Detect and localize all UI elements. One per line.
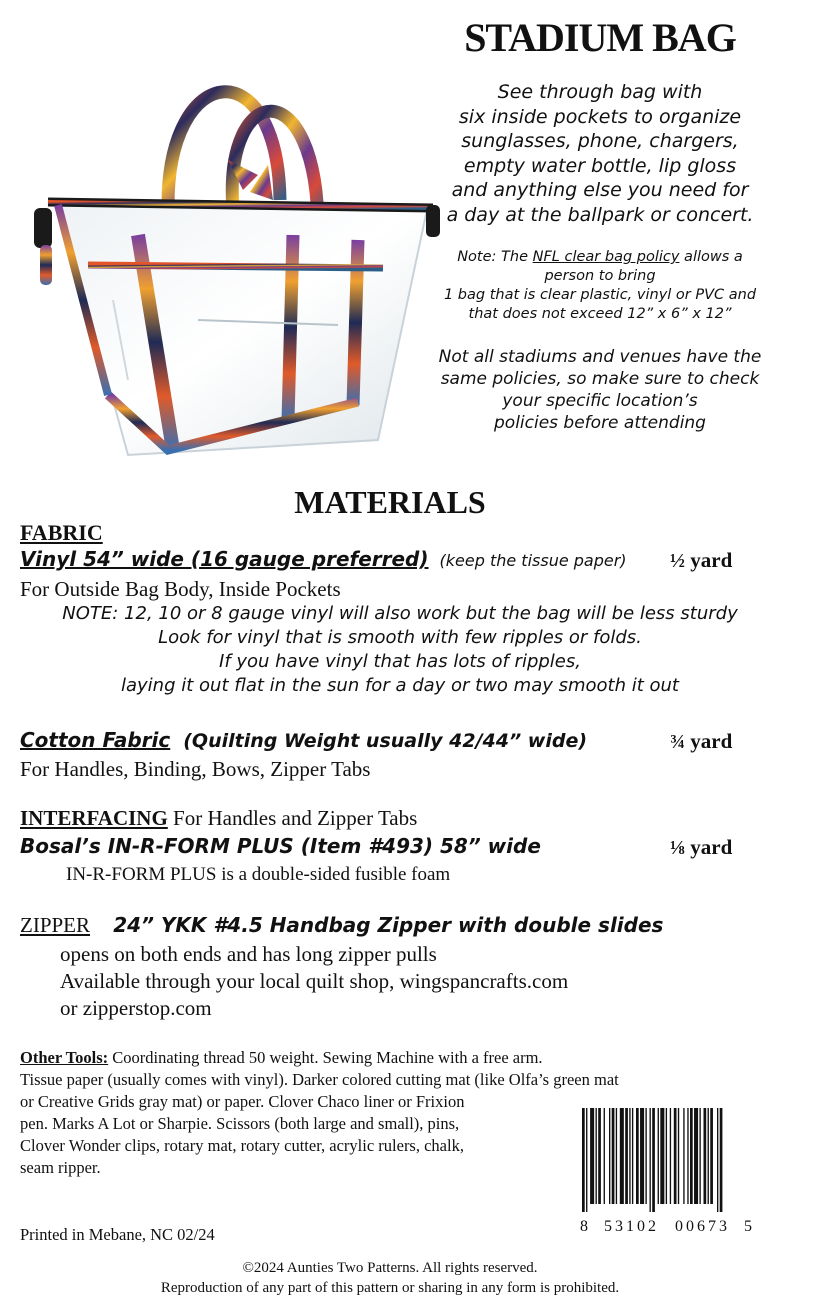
vinyl-aside: (keep the tissue paper): [439, 551, 627, 570]
interfacing-use: For Handles and Zipper Tabs: [167, 806, 418, 830]
other-tools-line: Coordinating thread 50 weight. Sewing Machine with a free arm.: [108, 1048, 543, 1067]
vinyl-name: Vinyl 54” wide (16 gauge preferred): [20, 547, 429, 571]
nfl-note: [430, 248, 770, 324]
interfacing-product: Bosal’s IN-R-FORM PLUS (Item #493) 58” wide: [20, 834, 541, 858]
zipper-line: Available through your local quilt shop, wingspancrafts.com: [60, 969, 569, 993]
interfacing-detail: IN-R-FORM PLUS is a double-sided fusible foam: [66, 864, 451, 885]
cotton-amount: ¾ yard: [670, 729, 733, 753]
other-tools-line: seam ripper.: [20, 1158, 101, 1177]
vinyl-note-line: Look for vinyl that is smooth with few ripples or folds.: [158, 627, 642, 648]
description-line: and anything else you need for: [451, 179, 749, 201]
other-tools-line: or Creative Grids gray mat) or paper. Clover Chaco liner or Frixion: [20, 1092, 465, 1111]
vinyl-note-line: laying it out flat in the sun for a day or two may smooth it out: [121, 675, 679, 696]
description-line: a day at the ballpark or concert.: [446, 203, 754, 226]
note-line: 1 bag that is clear plastic, vinyl or PVC and: [443, 287, 757, 303]
barcode-digits: 8 53102 00673 5: [580, 1218, 752, 1235]
policies-line: Not all stadiums and venues have the: [438, 347, 762, 367]
stadium-bag-photo: [18, 40, 448, 470]
printed-location: Printed in Mebane, NC 02/24: [20, 1225, 215, 1244]
policies-line: your specific location’s: [502, 391, 698, 411]
vinyl-note-line: NOTE: 12, 10 or 8 gauge vinyl will also work but the bag will be less sturdy: [62, 603, 738, 624]
vinyl-notes: [20, 602, 780, 698]
zipper-line: or zipperstop.com: [60, 996, 212, 1020]
note-line: allows a: [679, 249, 743, 265]
note-line: that does not exceed 12” x 6” x 12”: [468, 306, 732, 322]
note-prefix: Note: The: [457, 249, 533, 265]
cotton-use: For Handles, Binding, Bows, Zipper Tabs: [20, 757, 371, 781]
description: [430, 80, 770, 227]
fabric-label: FABRIC: [20, 520, 103, 545]
copyright-footer: [0, 1258, 780, 1298]
policies-line: same policies, so make sure to check: [440, 369, 760, 389]
other-tools-line: Clover Wonder clips, rotary mat, rotary cutter, acrylic rulers, chalk,: [20, 1136, 464, 1155]
reproduction-line: Reproduction of any part of this pattern or sharing in any form is prohibited.: [160, 1280, 620, 1296]
description-line: six inside pockets to organize: [458, 105, 742, 128]
cotton-name: Cotton Fabric: [20, 728, 171, 752]
note-line: person to bring: [544, 268, 656, 284]
policies-note: [430, 346, 770, 434]
pattern-title: STADIUM BAG: [464, 15, 736, 60]
description-line: empty water bottle, lip gloss: [463, 154, 737, 177]
zipper-details: [60, 941, 568, 1022]
description-line: See through bag with: [497, 81, 703, 103]
cotton-aside: (Quilting Weight usually 42/44” wide): [183, 730, 588, 752]
zipper-line: opens on both ends and has long zipper pulls: [60, 942, 437, 966]
upc-barcode: [580, 1108, 764, 1212]
policies-line: policies before attending: [494, 413, 706, 433]
interfacing-amount: ⅛ yard: [670, 835, 733, 859]
vinyl-use: For Outside Bag Body, Inside Pockets: [20, 577, 341, 601]
other-tools-line: Tissue paper (usually comes with vinyl). Darker colored cutting mat (like Olfa’s green mat: [20, 1070, 619, 1089]
vinyl-amount: ½ yard: [670, 548, 733, 572]
copyright-line: ©2024 Aunties Two Patterns. All rights reserved.: [242, 1260, 538, 1276]
description-line: sunglasses, phone, chargers,: [461, 130, 739, 152]
other-tools-label: Other Tools:: [20, 1048, 109, 1067]
zipper-product: 24” YKK #4.5 Handbag Zipper with double slides: [113, 913, 664, 937]
vinyl-note-line: If you have vinyl that has lots of ripples,: [219, 651, 581, 672]
materials-heading: MATERIALS: [294, 484, 486, 520]
nfl-policy-link[interactable]: NFL clear bag policy: [532, 249, 680, 265]
zipper-label: ZIPPER: [20, 913, 91, 937]
interfacing-label: INTERFACING: [20, 806, 168, 830]
other-tools-line: pen. Marks A Lot or Sharpie. Scissors (both large and small), pins,: [20, 1114, 460, 1133]
